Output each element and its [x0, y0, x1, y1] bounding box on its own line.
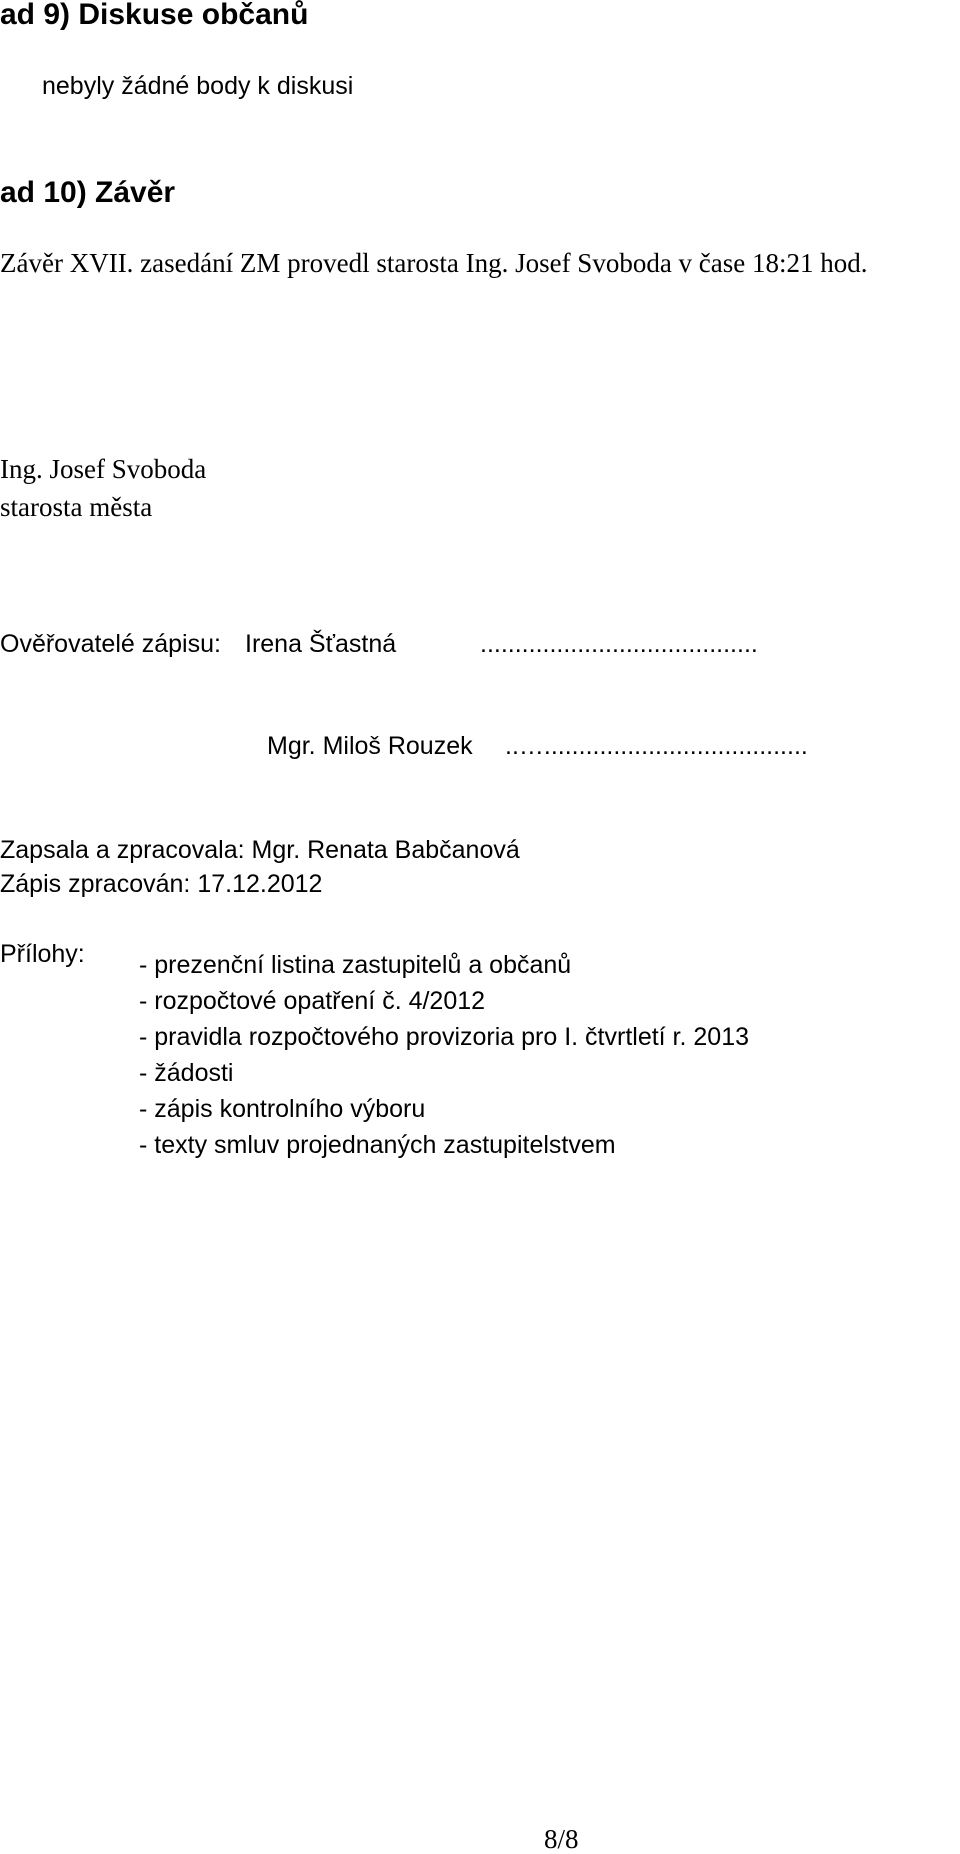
- attachment-item: - žádosti: [139, 1059, 234, 1087]
- record-date: Zápis zpracován: 17.12.2012: [0, 870, 323, 898]
- attachment-item: - rozpočtové opatření č. 4/2012: [139, 987, 486, 1015]
- verifier-second-signature-line: ..…......................................: [505, 732, 808, 760]
- signature-role: starosta města: [0, 492, 153, 522]
- signature-name: Ing. Josef Svoboda: [0, 454, 207, 484]
- attachment-item: - pravidla rozpočtového provizoria pro I. čtvrtletí r. 2013: [139, 1023, 750, 1051]
- attachments-list: [139, 947, 749, 1163]
- verifier-first-signature-line: ........................................: [480, 630, 758, 658]
- attachments-label: Přílohy:: [0, 940, 85, 968]
- attachment-item: - zápis kontrolního výboru: [139, 1095, 426, 1123]
- section-9-heading: ad 9) Diskuse občanů: [0, 0, 309, 31]
- attachment-item: - texty smluv projednaných zastupitelstvem: [139, 1131, 616, 1159]
- written-by: Zapsala a zpracovala: Mgr. Renata Babčanová: [0, 836, 520, 864]
- verifier-second-name: Mgr. Miloš Rouzek: [267, 732, 473, 760]
- page-number: 8/8: [544, 1824, 579, 1854]
- verifiers-label: Ověřovatelé zápisu:: [0, 630, 221, 658]
- section-10-text: Závěr XVII. zasedání ZM provedl starosta Ing. Josef Svoboda v čase 18:21 hod.: [0, 248, 868, 278]
- attachment-item: - prezenční listina zastupitelů a občanů: [139, 951, 572, 979]
- verifier-first-name: Irena Šťastná: [245, 630, 397, 658]
- section-10-heading: ad 10) Závěr: [0, 176, 176, 209]
- section-9-text: nebyly žádné body k diskusi: [42, 72, 354, 100]
